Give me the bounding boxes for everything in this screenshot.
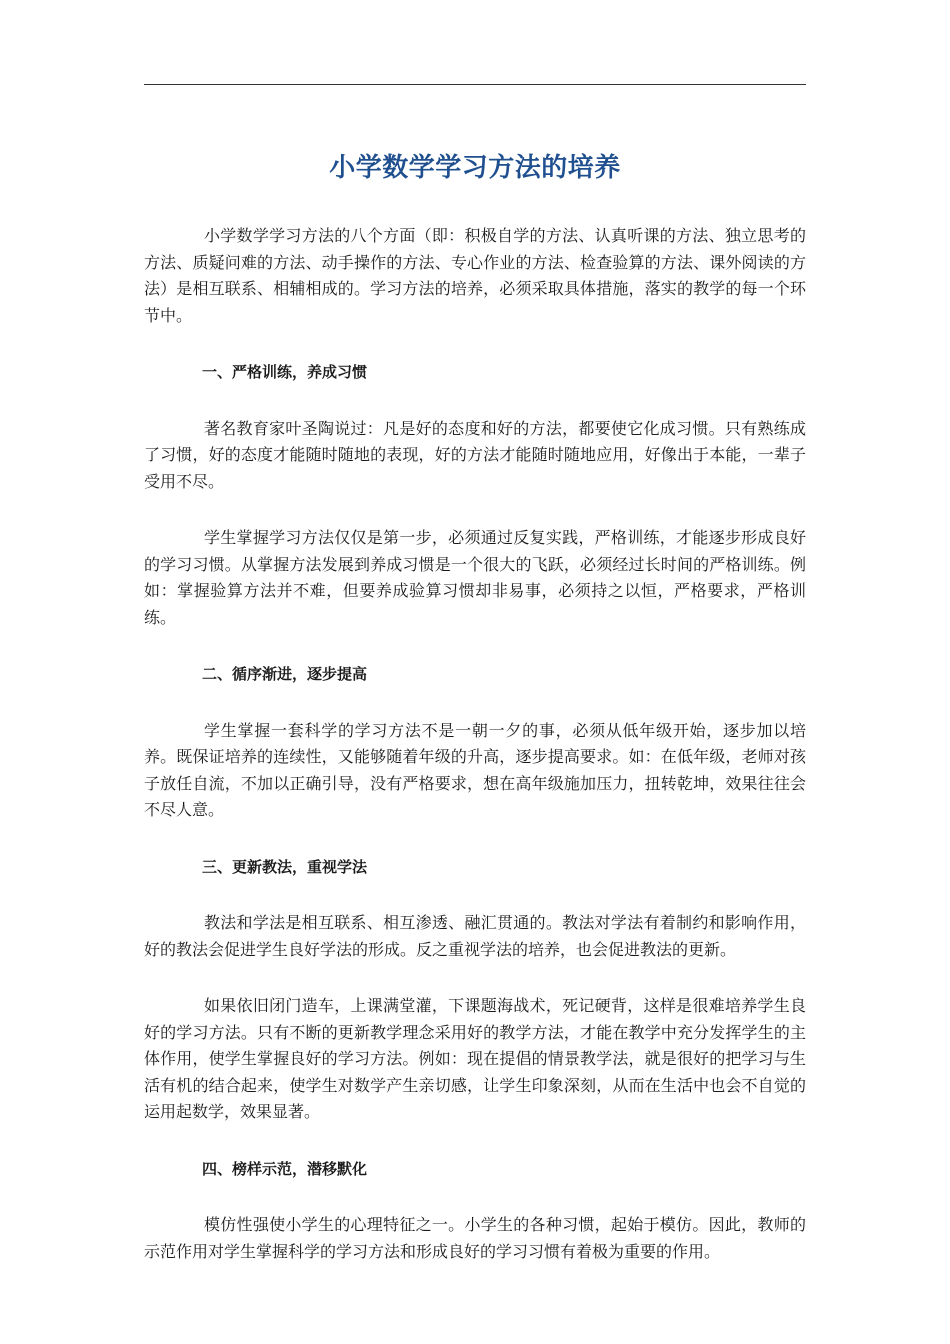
section-heading-1: 一、严格训练，养成习惯	[202, 363, 368, 381]
paragraph: 学生掌握一套科学的学习方法不是一朝一夕的事，必须从低年级开始，逐步加以培养。既保证培养的连续性，又能够随着年级的升高，逐步提高要求。如：在低年级，老师对孩子放任自流，不加以正确引导，没有严格要求，想在高年级施加压力，扭转乾坤，效果往往会不尽人意。	[144, 720, 806, 819]
section-heading-2: 二、循序渐进，逐步提高	[202, 665, 368, 683]
paragraph: 学生掌握学习方法仅仅是第一步，必须通过反复实践，严格训练，才能逐步形成良好的学习习惯。从掌握方法发展到养成习惯是一个很大的飞跃，必须经过长时间的严格训练。例如：掌握验算方法并不难，但要养成验算习惯却非易事，必须持之以恒，严格要求，严格训练。	[144, 528, 806, 627]
document-body	[144, 223, 806, 1295]
paragraph-intro: 小学数学学习方法的八个方面（即：积极自学的方法、认真听课的方法、独立思考的方法、质疑问难的方法、动手操作的方法、专心作业的方法、检查验算的方法、课外阅读的方法）是相互联系、相辅相成的。学习方法的培养，必须采取具体措施，落实的教学的每一个环节中。	[144, 226, 806, 325]
paragraph: 著名教育家叶圣陶说过：凡是好的态度和好的方法，都要使它化成习惯。只有熟练成了习惯，好的态度才能随时随地的表现，好的方法才能随时随地应用，好像出于本能，一辈子受用不尽。	[144, 418, 806, 491]
paragraph: 如果依旧闭门造车，上课满堂灌，下课题海战术，死记硬背，这样是很难培养学生良好的学习方法。只有不断的更新教学理念采用好的教学方法，才能在教学中充分发挥学生的主体作用，使学生掌握良好的学习方法。例如：现在提倡的情景教学法，就是很好的把学习与生活有机的结合起来，使学生对数学产生亲切感，让学生印象深刻，从而在生活中也会不自觉的运用起数学，效果显著。	[144, 996, 806, 1121]
section-heading-3: 三、更新教法，重视学法	[202, 857, 368, 876]
paragraph: 模仿性强使小学生的心理特征之一。小学生的各种习惯，起始于模仿。因此，教师的示范作用对学生掌握科学的学习方法和形成良好的学习习惯有着极为重要的作用。	[144, 1215, 806, 1261]
paragraph: 教法和学法是相互联系、相互渗透、融汇贯通的。教法对学法有着制约和影响作用，好的教法会促进学生良好学法的形成。反之重视学法的培养，也会促进教法的更新。	[144, 913, 806, 959]
header-rule	[144, 84, 806, 85]
section-heading-4: 四、榜样示范，潜移默化	[202, 1159, 368, 1178]
document-title: 小学数学学习方法的培养	[329, 153, 621, 183]
